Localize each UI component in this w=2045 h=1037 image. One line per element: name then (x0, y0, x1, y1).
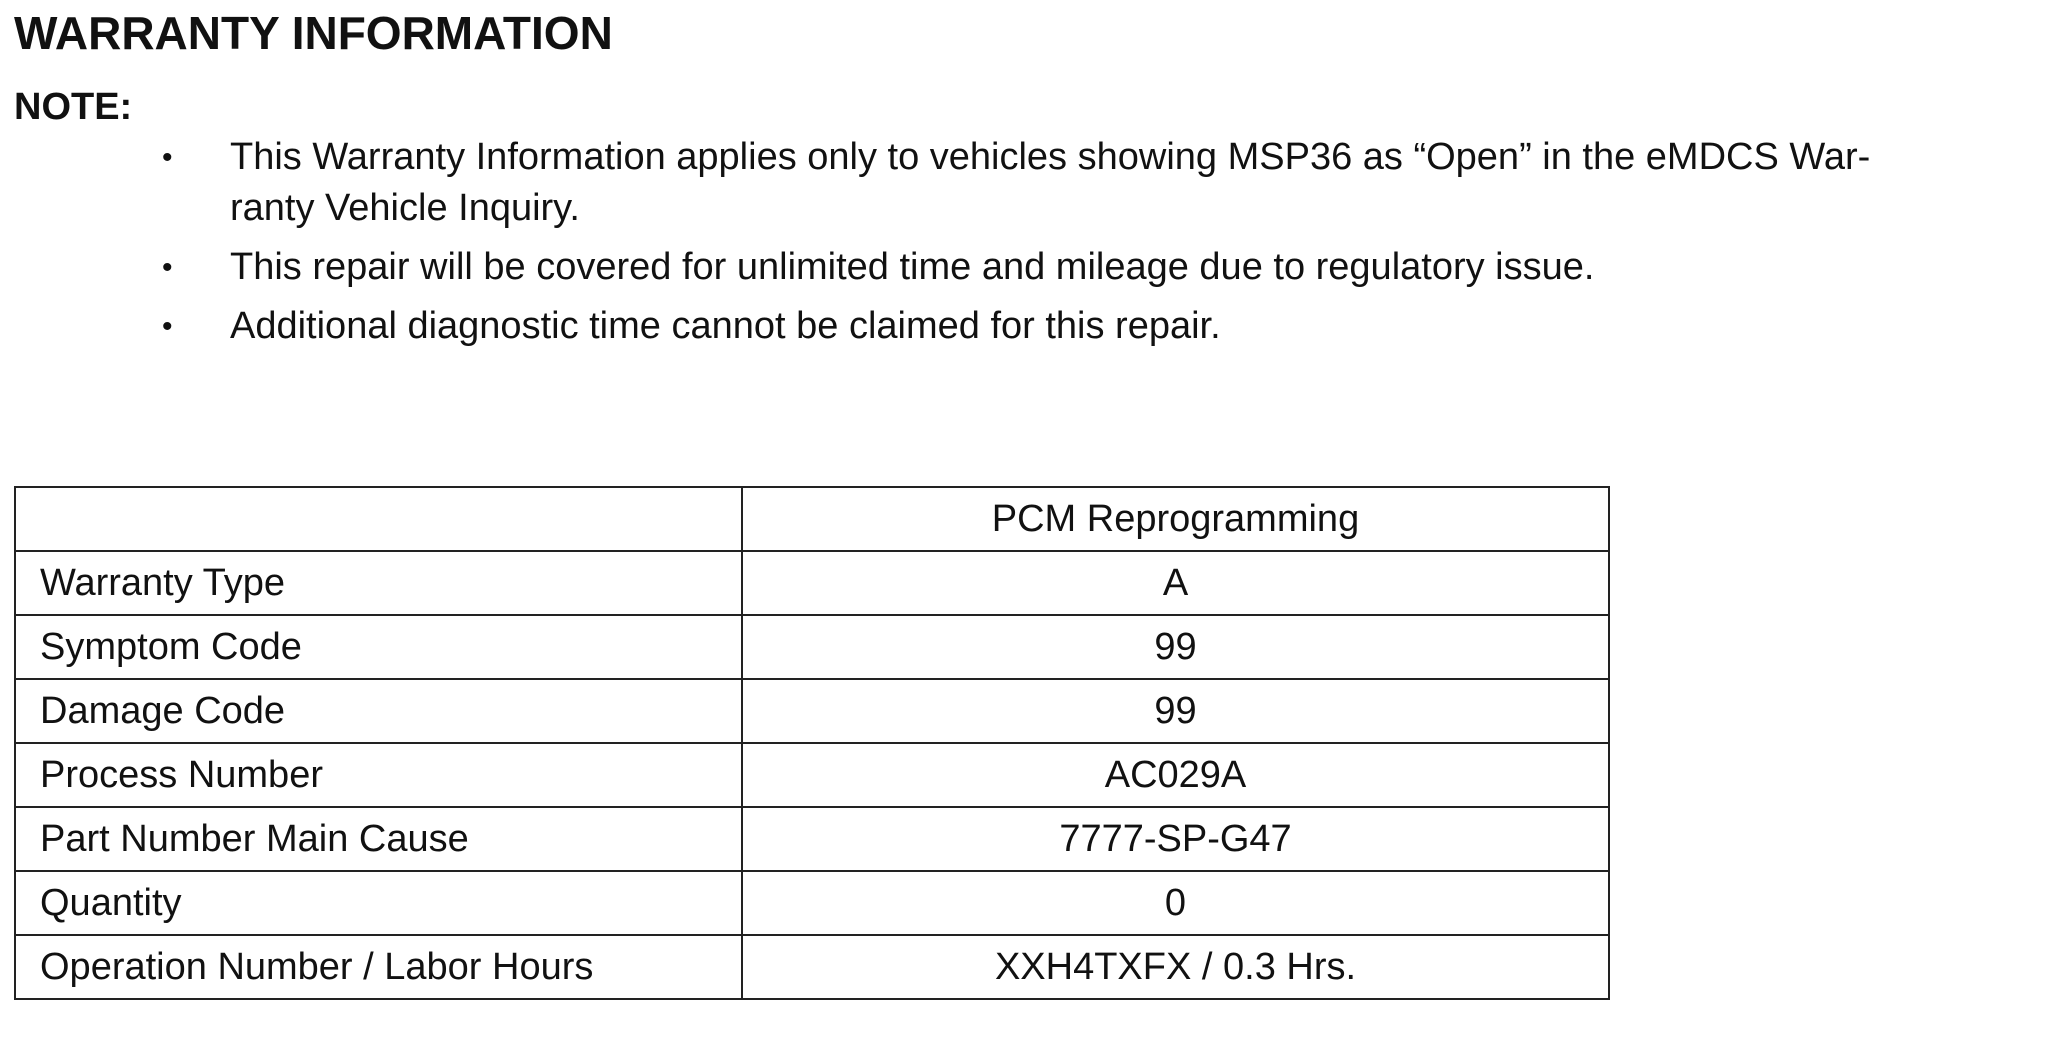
row-label: Part Number Main Cause (15, 807, 742, 871)
table-row (15, 679, 1609, 743)
list-item (0, 132, 2035, 234)
row-label: Quantity (15, 871, 742, 935)
row-label: Symptom Code (15, 615, 742, 679)
table-row (15, 615, 1609, 679)
row-value: 7777-SP-G47 (742, 807, 1609, 871)
row-value: A (742, 551, 1609, 615)
table-header-label (15, 487, 742, 551)
table-header-value: PCM Reprogramming (742, 487, 1609, 551)
note-text-line: This repair will be covered for unlimited time and mileage due to regulatory issue. (230, 246, 1595, 288)
warranty-table (14, 486, 1610, 1000)
row-label: Warranty Type (15, 551, 742, 615)
note-text-line: This Warranty Information applies only to vehicles showing MSP36 as “Open” in the eMDCS War- (230, 136, 1871, 178)
row-value: 99 (742, 679, 1609, 743)
table-row (15, 551, 1609, 615)
table-header-row (15, 487, 1609, 551)
note-text-line: Additional diagnostic time cannot be claimed for this repair. (230, 305, 1221, 347)
bullet-icon: • (162, 141, 173, 174)
row-label: Process Number (15, 743, 742, 807)
list-item (0, 242, 2035, 293)
row-value: XXH4TXFX / 0.3 Hrs. (742, 935, 1609, 999)
table-row (15, 743, 1609, 807)
note-label: NOTE: (14, 86, 133, 128)
row-label: Damage Code (15, 679, 742, 743)
note-text-line: ranty Vehicle Inquiry. (230, 187, 580, 229)
table-row (15, 871, 1609, 935)
row-value: AC029A (742, 743, 1609, 807)
bullet-icon: • (162, 251, 173, 284)
row-label: Operation Number / Labor Hours (15, 935, 742, 999)
table-row (15, 807, 1609, 871)
bullet-icon: • (162, 310, 173, 343)
page-title: WARRANTY INFORMATION (14, 7, 613, 59)
note-list (0, 132, 2045, 360)
row-value: 0 (742, 871, 1609, 935)
list-item (0, 301, 2035, 352)
row-value: 99 (742, 615, 1609, 679)
table-row (15, 935, 1609, 999)
